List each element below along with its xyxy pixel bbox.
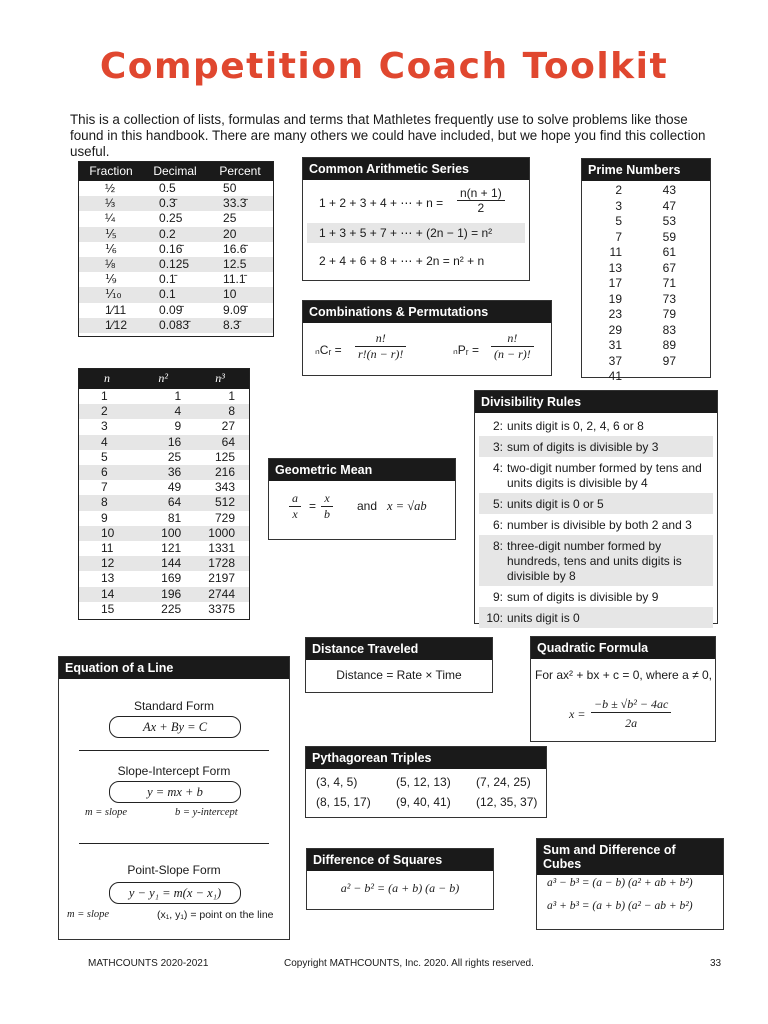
fraction-table-box	[78, 161, 274, 337]
table-cell: 11	[101, 541, 114, 556]
table-cell: 9	[174, 419, 182, 434]
powers-table	[79, 369, 249, 617]
divisibility-rule	[479, 436, 713, 457]
combination-fraction	[355, 331, 406, 362]
combinations-box	[302, 300, 552, 376]
rule-divisor: 2:	[492, 419, 503, 433]
geometric-equals: =	[309, 499, 317, 513]
table-row	[79, 571, 249, 586]
table-cell: 1728	[191, 556, 249, 571]
table-cell: ½	[105, 181, 116, 195]
table-row	[79, 480, 249, 495]
table-cell: 1	[228, 389, 235, 403]
prime-number: 37	[608, 353, 622, 368]
table-cell: 1	[174, 389, 182, 403]
quadratic-numerator: −b ± √b² − 4ac	[591, 697, 671, 713]
page-title: Competition Coach Toolkit	[99, 46, 669, 87]
prime-number: 83	[662, 322, 676, 337]
divisibility-box	[474, 390, 718, 624]
table-cell: 2744	[191, 587, 249, 602]
distance-title: Distance Traveled	[306, 638, 492, 660]
geometric-fraction-right	[321, 491, 333, 522]
table-cell: 50	[223, 181, 237, 195]
standard-form-formula: Ax + By = C	[109, 716, 241, 738]
prime-number: 97	[662, 353, 676, 368]
slope-intercept-formula: y = mx + b	[109, 781, 241, 803]
prime-numbers-title: Prime Numbers	[582, 159, 710, 181]
table-cell: 36	[135, 465, 191, 480]
combinations-title: Combinations & Permutations	[303, 301, 551, 323]
geometric-fraction-left	[289, 491, 301, 522]
quadratic-condition: For ax² + bx + c = 0, where a ≠ 0,	[535, 668, 712, 682]
table-cell: 144	[135, 556, 191, 571]
rule-text: three-digit number formed by hundreds, tens and units digits is divisible by 8	[507, 539, 682, 583]
point-slope-label: Point-Slope Form	[127, 863, 221, 877]
table-cell: ⅕	[79, 227, 143, 242]
combination-numerator: n!	[355, 331, 406, 347]
intro-paragraph: This is a collection of lists, formulas and terms that Mathletes frequently use to solve problems like those found in this handbook. There are many others we could have included, but we hope you find this collection useful.	[70, 112, 706, 159]
table-cell: 2197	[208, 571, 235, 586]
table-row	[79, 587, 249, 602]
table-cell: 1000	[191, 526, 249, 541]
arithmetic-denominator: 2	[477, 201, 485, 215]
arithmetic-row-3: 2 + 4 + 6 + 8 + ⋯ + 2n = n² + n	[319, 254, 485, 268]
geometric-mean-title: Geometric Mean	[269, 459, 455, 481]
distance-formula: Distance = Rate × Time	[336, 668, 462, 682]
geometric-rhs: x = √ab	[387, 499, 427, 513]
table-row	[79, 511, 249, 526]
prime-number: 43	[662, 183, 676, 197]
prime-number: 17	[608, 276, 622, 290]
table-cell: 10	[79, 526, 135, 541]
table-cell: 169	[161, 571, 182, 586]
table-cell: ⅛	[79, 257, 143, 272]
table-row	[79, 242, 273, 257]
cubes-title: Sum and Difference of Cubes	[537, 839, 723, 875]
table-cell: 16.6̄	[223, 241, 247, 256]
pythagorean-triple: (5, 12, 13)	[396, 775, 451, 789]
table-cell: ⅓	[79, 196, 143, 211]
pythagorean-triple: (7, 24, 25)	[476, 775, 531, 789]
pythagorean-triple: (9, 40, 41)	[396, 795, 451, 809]
line-equation-title: Equation of a Line	[59, 657, 289, 679]
table-cell: 196	[135, 587, 191, 602]
table-cell: 1⁄12	[79, 318, 143, 333]
table-row	[79, 257, 273, 272]
table-row	[79, 287, 273, 302]
powers-table-box	[78, 368, 250, 620]
arithmetic-numerator: n(n + 1)	[457, 186, 505, 201]
pythagorean-triple: (12, 35, 37)	[476, 795, 538, 809]
divisibility-rule	[479, 535, 713, 586]
table-row	[79, 419, 249, 434]
prime-number: 47	[662, 198, 676, 213]
divisibility-list	[479, 415, 713, 628]
divisibility-title: Divisibility Rules	[475, 391, 717, 413]
prime-number: 67	[662, 260, 676, 275]
table-row	[79, 272, 273, 287]
table-cell: 10	[207, 287, 273, 302]
table-row	[79, 389, 249, 404]
table-cell: 0.3̄	[143, 196, 207, 211]
quadratic-lhs: x =	[569, 707, 586, 721]
table-cell: 729	[214, 510, 235, 525]
table-cell: 4	[79, 435, 135, 450]
table-cell: 9.09̄	[223, 302, 247, 317]
divider-2	[79, 843, 269, 844]
table-cell: 3375	[208, 601, 235, 616]
permutation-fraction	[491, 331, 534, 362]
table-row	[79, 495, 249, 510]
footer-copyright: Copyright MATHCOUNTS, Inc. 2020. All rights reserved.	[284, 958, 534, 969]
table-row	[79, 556, 249, 571]
table-row	[79, 181, 273, 196]
line-equation-box	[58, 656, 290, 940]
rule-text: units digit is 0, 2, 4, 6 or 8	[507, 419, 644, 433]
table-cell: 5	[101, 449, 108, 464]
table-row	[79, 404, 249, 419]
table-cell: 125	[214, 449, 235, 464]
header-decimal: Decimal	[153, 163, 197, 178]
cubes-difference: a³ − b³ = (a − b) (a² + ab + b²)	[547, 877, 693, 889]
prime-number: 19	[608, 291, 622, 306]
rule-divisor: 6:	[492, 518, 503, 532]
divisibility-rule	[479, 493, 713, 514]
prime-number: 71	[662, 276, 676, 290]
permutation-numerator: n!	[491, 331, 534, 347]
table-cell: 225	[161, 601, 182, 616]
slope-intercept-label: Slope-Intercept Form	[117, 764, 231, 778]
table-cell: 12	[79, 556, 135, 571]
combination-lhs: ₙCᵣ =	[315, 343, 342, 357]
divisibility-rule	[479, 586, 713, 607]
table-cell: 4	[135, 404, 191, 419]
squares-title: Difference of Squares	[307, 849, 493, 871]
quadratic-box	[530, 636, 716, 742]
table-cell: 0.16̄	[159, 241, 183, 256]
table-row	[79, 465, 249, 480]
prime-number: 23	[608, 307, 622, 321]
table-cell: 2	[79, 404, 135, 419]
table-cell: 49	[167, 480, 182, 495]
prime-number: 3	[615, 198, 622, 213]
table-row	[79, 211, 273, 226]
table-row	[79, 435, 249, 450]
table-cell: 0.5	[159, 181, 176, 195]
squares-box	[306, 848, 494, 910]
arithmetic-fraction	[457, 186, 505, 215]
prime-column-2	[650, 183, 676, 369]
table-cell: 27	[221, 419, 235, 434]
quadratic-fraction	[591, 697, 671, 731]
table-cell: 1⁄11	[105, 302, 127, 317]
rule-divisor: 10:	[486, 611, 503, 625]
table-cell: 0.083̄	[143, 318, 207, 333]
prime-number: 61	[662, 245, 676, 259]
header-n-squared: n²	[158, 371, 168, 386]
table-cell: 25	[223, 211, 237, 226]
cubes-sum: a³ + b³ = (a + b) (a² − ab + b²)	[547, 900, 693, 912]
combination-denominator: r!(n − r)!	[358, 347, 404, 361]
table-row	[79, 196, 273, 211]
prime-number: 59	[662, 229, 676, 244]
quadratic-denominator: 2a	[625, 716, 638, 730]
rule-divisor: 4:	[492, 461, 503, 475]
rule-divisor: 5:	[492, 497, 503, 511]
table-cell: 64	[135, 495, 191, 510]
table-row	[79, 541, 249, 556]
permutation-lhs: ₙPᵣ =	[453, 343, 480, 357]
rule-divisor: 8:	[492, 539, 503, 553]
prime-numbers-box	[581, 158, 711, 383]
prime-number: 79	[662, 307, 676, 321]
table-cell: 0.1̄	[159, 272, 176, 287]
table-cell: 8.3̄	[207, 318, 273, 333]
table-cell: 9	[101, 510, 108, 525]
arithmetic-row-1	[307, 186, 525, 220]
table-cell: 15	[101, 601, 115, 616]
table-row	[79, 526, 249, 541]
intercept-definition: b = y-intercept	[175, 807, 238, 818]
geometric-and: and	[357, 499, 378, 513]
header-n: n	[104, 371, 111, 386]
table-cell: 0.125	[143, 257, 207, 272]
fraction-table	[79, 162, 273, 333]
table-cell: 216	[191, 465, 249, 480]
rule-text: units digit is 0	[507, 611, 580, 625]
table-row	[79, 602, 249, 617]
slope-definition: m = slope	[85, 807, 128, 818]
table-cell: 16	[135, 435, 191, 450]
prime-number: 89	[662, 338, 676, 352]
distance-box	[305, 637, 493, 693]
arithmetic-series-box	[302, 157, 530, 281]
permutation-denominator: (n − r)!	[494, 347, 531, 361]
prime-number: 7	[615, 229, 622, 244]
table-cell: 25	[167, 449, 182, 464]
prime-number: 11	[609, 245, 622, 259]
table-cell: 0.09̄	[159, 302, 183, 317]
geometric-mean-box	[268, 458, 456, 540]
arithmetic-lhs-1: 1 + 2 + 3 + 4 + ⋯ + n =	[319, 196, 444, 210]
table-cell: ¼	[105, 211, 116, 226]
prime-number: 2	[615, 183, 622, 197]
table-row	[79, 450, 249, 465]
divisibility-rule	[479, 607, 713, 628]
slope-definition-2: m = slope	[67, 909, 110, 920]
table-cell: 121	[161, 541, 182, 556]
table-row	[79, 303, 273, 318]
point-slope-formula: y − y₁ = m(x − x₁)	[109, 882, 241, 904]
prime-column-1	[596, 183, 622, 385]
rule-text: sum of digits is divisible by 9	[507, 590, 659, 604]
table-row	[79, 318, 273, 333]
prime-number: 5	[615, 214, 622, 228]
table-cell: 0.2	[143, 227, 207, 242]
pythagorean-title: Pythagorean Triples	[306, 747, 546, 769]
header-percent: Percent	[219, 163, 261, 178]
table-cell: 20	[207, 227, 273, 242]
table-cell: 7	[101, 480, 108, 495]
geometric-x: x	[292, 507, 298, 521]
geometric-x2: x	[321, 491, 333, 507]
table-cell: 33.3̄	[207, 196, 273, 211]
rule-divisor: 9:	[492, 590, 503, 604]
prime-number: 13	[608, 260, 622, 275]
prime-number: 73	[662, 291, 676, 306]
table-row	[79, 227, 273, 242]
table-cell: 512	[191, 495, 249, 510]
table-cell: 6	[79, 465, 135, 480]
table-cell: 8	[191, 404, 249, 419]
rule-text: number is divisible by both 2 and 3	[507, 518, 692, 532]
table-cell: 100	[135, 526, 191, 541]
table-cell: 0.1	[143, 287, 207, 302]
table-cell: 14	[79, 587, 135, 602]
table-cell: 12.5	[207, 257, 273, 272]
rule-divisor: 3:	[492, 440, 503, 454]
rule-text: two-digit number formed by tens and units digits is divisible by 4	[507, 461, 702, 490]
pythagorean-triple: (3, 4, 5)	[316, 775, 358, 789]
table-cell: 64	[191, 435, 249, 450]
standard-form-label: Standard Form	[133, 699, 215, 713]
prime-number: 41	[608, 369, 622, 383]
squares-formula: a² − b² = (a + b) (a − b)	[340, 881, 460, 895]
divider-1	[79, 750, 269, 751]
prime-number: 53	[662, 214, 676, 228]
table-cell: 11.1̄	[223, 272, 246, 287]
table-cell: 0.25	[159, 211, 183, 226]
table-cell: 8	[79, 495, 135, 510]
table-cell: 1331	[208, 541, 235, 556]
table-cell: ⅙	[105, 241, 117, 256]
divisibility-rule	[479, 457, 713, 493]
geometric-a: a	[289, 491, 301, 507]
rule-text: units digit is 0 or 5	[507, 497, 604, 511]
divisibility-rule	[479, 514, 713, 535]
header-fraction: Fraction	[89, 163, 133, 178]
arithmetic-row-2: 1 + 3 + 5 + 7 + ⋯ + (2n − 1) = n²	[307, 223, 525, 243]
table-cell: ⅒	[79, 287, 143, 302]
arithmetic-series-title: Common Arithmetic Series	[303, 158, 529, 180]
header-n-cubed: n³	[215, 371, 225, 386]
divisibility-rule	[479, 415, 713, 436]
footer-left: MATHCOUNTS 2020-2021	[88, 958, 209, 969]
table-cell: ⅑	[105, 272, 117, 287]
footer-page-number: 33	[710, 958, 722, 969]
point-definition: (x₁, y₁) = point on the line	[157, 909, 274, 921]
rule-text: sum of digits is divisible by 3	[507, 440, 659, 454]
table-cell: 13	[101, 571, 115, 586]
geometric-b: b	[324, 507, 330, 521]
table-cell: 3	[101, 419, 108, 434]
pythagorean-box	[305, 746, 547, 818]
prime-number: 29	[608, 322, 622, 337]
pythagorean-triple: (8, 15, 17)	[316, 795, 371, 809]
quadratic-title: Quadratic Formula	[531, 637, 715, 659]
table-cell: 343	[214, 480, 235, 495]
cubes-box	[536, 838, 724, 930]
prime-number: 31	[608, 338, 622, 352]
table-cell: 81	[167, 510, 182, 525]
table-cell: 1	[101, 389, 108, 403]
